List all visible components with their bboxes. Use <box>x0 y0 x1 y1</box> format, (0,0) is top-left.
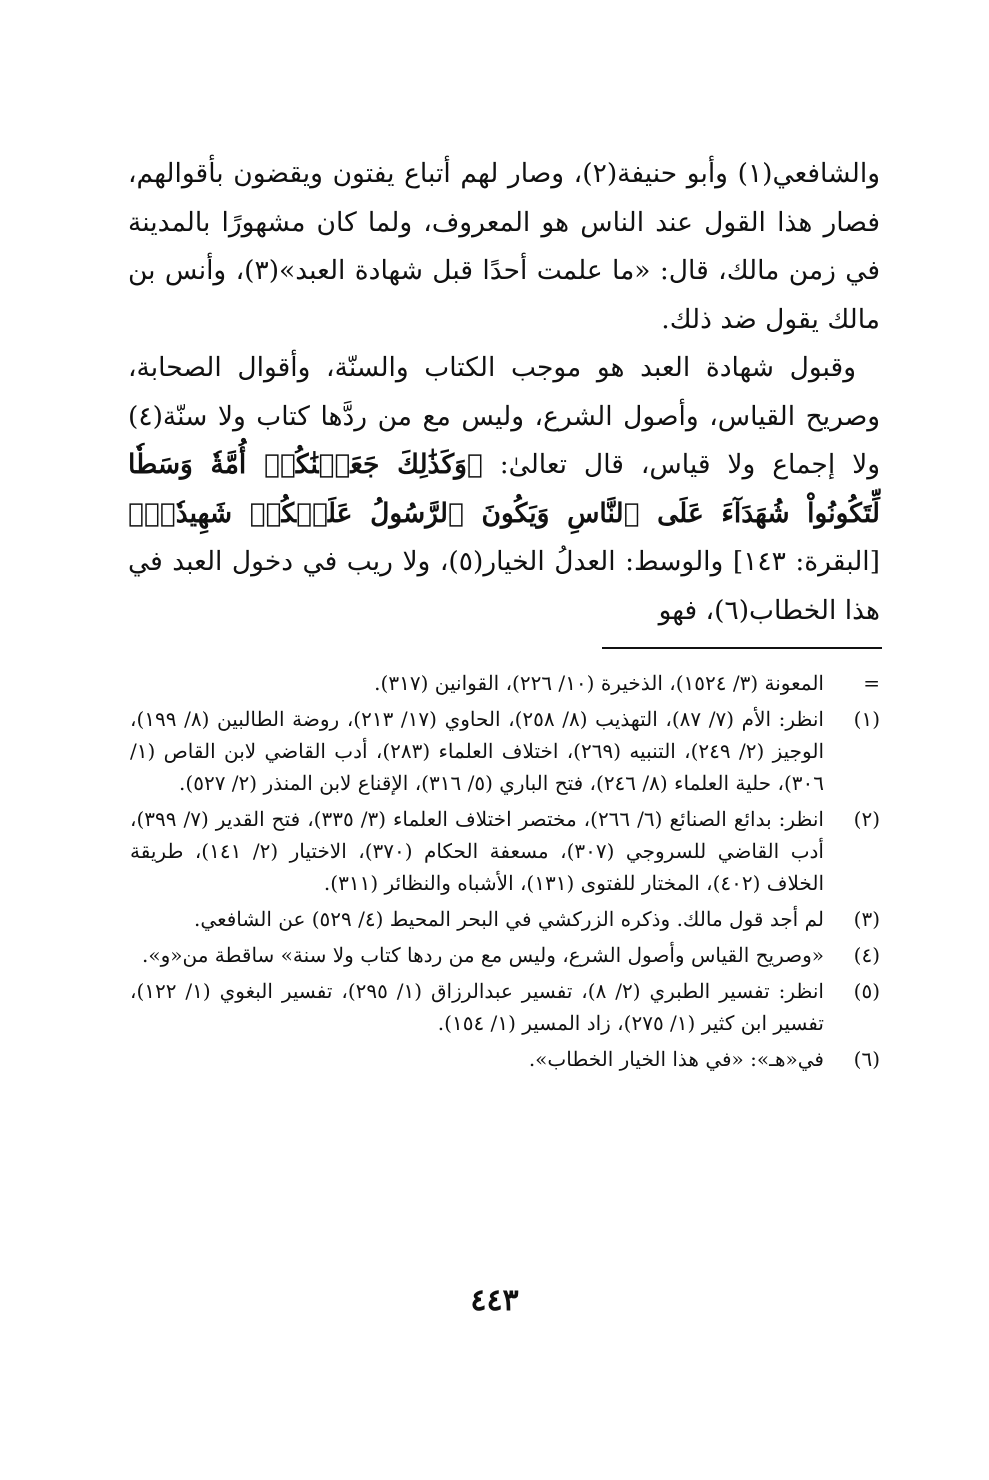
footnote-marker: (٤) <box>853 943 880 967</box>
footnote-text: «وصريح القياس وأصول الشرع، وليس مع من ردها كتاب ولا سنة» ساقطة من«و». <box>141 943 824 967</box>
footnote-text: انظر: بدائع الصنائع (٦/ ٢٦٦)، مختصر اختلاف العلماء (٣/ ٣٣٥)، فتح القدير (٧/ ٣٩٩)، أدب القاضي للسروجي (٣٠٧)، مسعفة الحكام (٣٧٠)، الاختيار (٢/ ١٤١)، طريقة الخلاف (٤٠٢)، المختار للفتوى (١٣١)، الأشباه والنظائر (٣١١). <box>130 807 824 895</box>
footnote-marker: (٥) <box>853 979 880 1003</box>
footnote-marker: (٣) <box>853 907 880 931</box>
footnote-marker: (٦) <box>853 1047 880 1071</box>
footnote-text: انظر: تفسير الطبري (٢/ ٨)، تفسير عبدالرزاق (١/ ٢٩٥)، تفسير البغوي (١/ ١٢٢)، تفسير ابن كثير (١/ ٢٧٥)، زاد المسير (١/ ١٥٤). <box>130 979 824 1035</box>
main-text <box>128 150 880 635</box>
footnote-text: المعونة (٣/ ١٥٢٤)، الذخيرة (١٠/ ٢٢٦)، القوانين (٣١٧). <box>374 671 824 695</box>
paragraph-2-text: وقبول شهادة العبد هو موجب الكتاب والسنّة، وأقوال الصحابة، وصريح القياس، وأصول الشرع، وليس مع من ردَّها كتاب ولا سنّة(٤) ولا إجماع ولا قياس، قال تعالىٰ: <box>128 352 881 480</box>
footnote-text: في«هـ»: «في هذا الخيار الخطاب». <box>528 1047 824 1071</box>
footnote-text: انظر: الأم (٧/ ٨٧)، التهذيب (٨/ ٢٥٨)، الحاوي (١٧/ ٢١٣)، روضة الطالبين (٨/ ١٩٩)، الوجيز (٢/ ٢٤٩)، التنبيه (٢٦٩)، اختلاف العلماء (٢٨٣)، أدب القاضي لابن القاص (١/ ٣٠٦)، حلية العلماء (٨/ ٢٤٦)، فتح الباري (٥/ ٣١٦)، الإقناع لابن المنذر (٢/ ٥٢٧). <box>130 707 824 795</box>
footnote-continued <box>130 667 880 699</box>
page-number: ٤٤٣ <box>470 1283 519 1318</box>
footnote-marker: (٢) <box>853 807 880 831</box>
footnotes <box>130 667 880 1079</box>
paragraph-2-tail: [البقرة: ١٤٣] والوسط: العدلُ الخيار(٥)، ولا ريب في دخول العبد في هذا الخطاب(٦)، فهو <box>128 546 880 626</box>
footnote-5 <box>130 975 880 1039</box>
footnote-marker: = <box>863 671 880 695</box>
footnote-2 <box>130 803 880 899</box>
footnote-separator <box>602 647 882 649</box>
footnote-4 <box>130 939 880 971</box>
footnote-text: لم أجد قول مالك. وذكره الزركشي في البحر المحيط (٤/ ٥٢٩) عن الشافعي. <box>194 907 824 931</box>
footnote-1 <box>130 703 880 799</box>
paragraph-2 <box>128 344 880 635</box>
footnote-6 <box>130 1043 880 1075</box>
footnote-3 <box>130 903 880 935</box>
paragraph-1: والشافعي(١) وأبو حنيفة(٢)، وصار لهم أتباع يفتون ويقضون بأقوالهم، فصار هذا القول عند الناس هو المعروف، ولما كان مشهورًا بالمدينة في زمن مالك، قال: «ما علمت أحدًا قبل شهادة العبد»(٣)، وأنس بن مالك يقول ضد ذلك. <box>128 158 881 335</box>
footnote-marker: (١) <box>853 707 880 731</box>
quran-verse: ﴿وَكَذَٰلِكَ جَعَلۡنَٰكُمۡ أُمَّةٗ وَسَطٗا لِّتَكُونُواْ شُهَدَآءَ عَلَى ٱلنَّاسِ وَيَكُونَ ٱلرَّسُولُ عَلَيۡكُمۡ شَهِيدٗاۗ﴾ <box>128 449 880 529</box>
